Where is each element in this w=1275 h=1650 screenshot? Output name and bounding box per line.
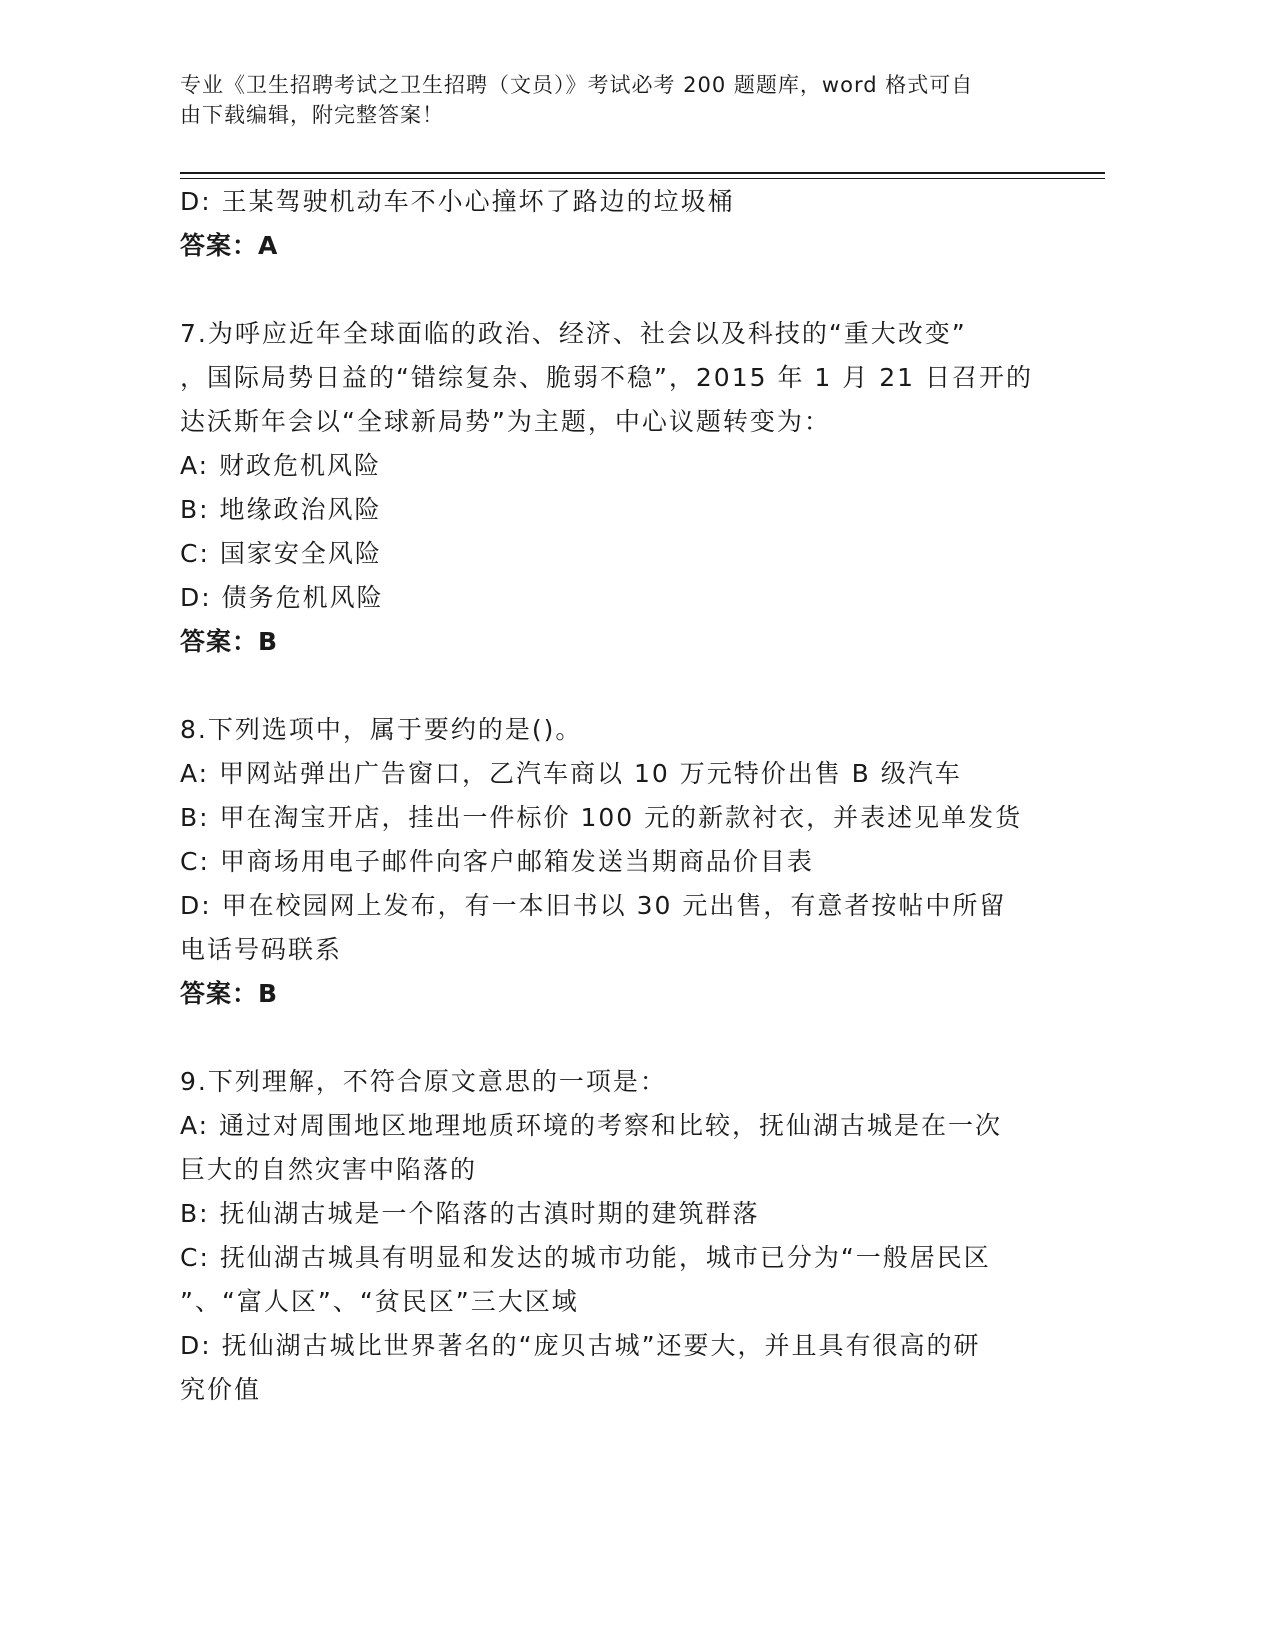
header-title-line-1: 专业《卫生招聘考试之卫生招聘（文员）》考试必考 200 题题库，word 格式可自 bbox=[180, 73, 974, 97]
q8-option-d-line-2: 电话号码联系 bbox=[180, 935, 343, 964]
q8-answer: 答案：B bbox=[180, 979, 279, 1008]
header-title-line-2: 由下载编辑，附完整答案！ bbox=[180, 103, 444, 127]
q7-option-b: B: 地缘政治风险 bbox=[180, 495, 382, 524]
q7-answer: 答案：B bbox=[180, 627, 279, 656]
question-7-block bbox=[180, 312, 1050, 664]
q8-option-a: A: 甲网站弹出广告窗口，乙汽车商以 10 万元特价出售 B 级汽车 bbox=[180, 759, 962, 788]
spacer bbox=[180, 1016, 1050, 1060]
q9-option-b: B: 抚仙湖古城是一个陷落的古滇时期的建筑群落 bbox=[180, 1199, 760, 1228]
q8-option-c: C: 甲商场用电子邮件向客户邮箱发送当期商品价目表 bbox=[180, 847, 814, 876]
q7-stem-line-3: 达沃斯年会以“全球新局势”为主题，中心议题转变为： bbox=[180, 407, 831, 436]
q7-option-c: C: 国家安全风险 bbox=[180, 539, 382, 568]
q7-option-d: D: 债务危机风险 bbox=[180, 583, 384, 612]
question-8-block bbox=[180, 708, 1050, 1016]
document-header bbox=[180, 70, 1040, 130]
q9-option-d-line-1: D: 抚仙湖古城比世界著名的“庞贝古城”还要大，并且具有很高的研 bbox=[180, 1331, 981, 1360]
header-divider-thick bbox=[180, 172, 1105, 174]
q9-stem: 9.下列理解，不符合原文意思的一项是： bbox=[180, 1067, 667, 1096]
header-divider-thin bbox=[180, 178, 1105, 179]
question-content bbox=[180, 180, 1050, 1412]
q7-stem-line-2: ，国际局势日益的“错综复杂、脆弱不稳”，2015 年 1 月 21 日召开的 bbox=[180, 363, 1033, 392]
q9-option-c-line-2: ”、“富人区”、“贫民区”三大区域 bbox=[180, 1287, 579, 1316]
q9-option-a-line-2: 巨大的自然灾害中陷落的 bbox=[180, 1155, 478, 1184]
question-9-block bbox=[180, 1060, 1050, 1412]
q6-option-d: D: 王某驾驶机动车不小心撞坏了路边的垃圾桶 bbox=[180, 187, 735, 216]
q9-option-d-line-2: 究价值 bbox=[180, 1375, 262, 1404]
q7-option-a: A: 财政危机风险 bbox=[180, 451, 382, 480]
q8-option-b: B: 甲在淘宝开店，挂出一件标价 100 元的新款衬衣，并表述见单发货 bbox=[180, 803, 1023, 832]
q7-stem-line-1: 7.为呼应近年全球面临的政治、经济、社会以及科技的“重大改变” bbox=[180, 319, 967, 348]
q6-answer: 答案：A bbox=[180, 231, 279, 260]
q8-option-d-line-1: D: 甲在校园网上发布，有一本旧书以 30 元出售，有意者按帖中所留 bbox=[180, 891, 1007, 920]
q8-stem: 8.下列选项中，属于要约的是()。 bbox=[180, 715, 583, 744]
question-6-block bbox=[180, 180, 1050, 268]
spacer bbox=[180, 268, 1050, 312]
q9-option-c-line-1: C: 抚仙湖古城具有明显和发达的城市功能，城市已分为“一般居民区 bbox=[180, 1243, 991, 1272]
spacer bbox=[180, 664, 1050, 708]
q9-option-a-line-1: A: 通过对周围地区地理地质环境的考察和比较，抚仙湖古城是在一次 bbox=[180, 1111, 1003, 1140]
